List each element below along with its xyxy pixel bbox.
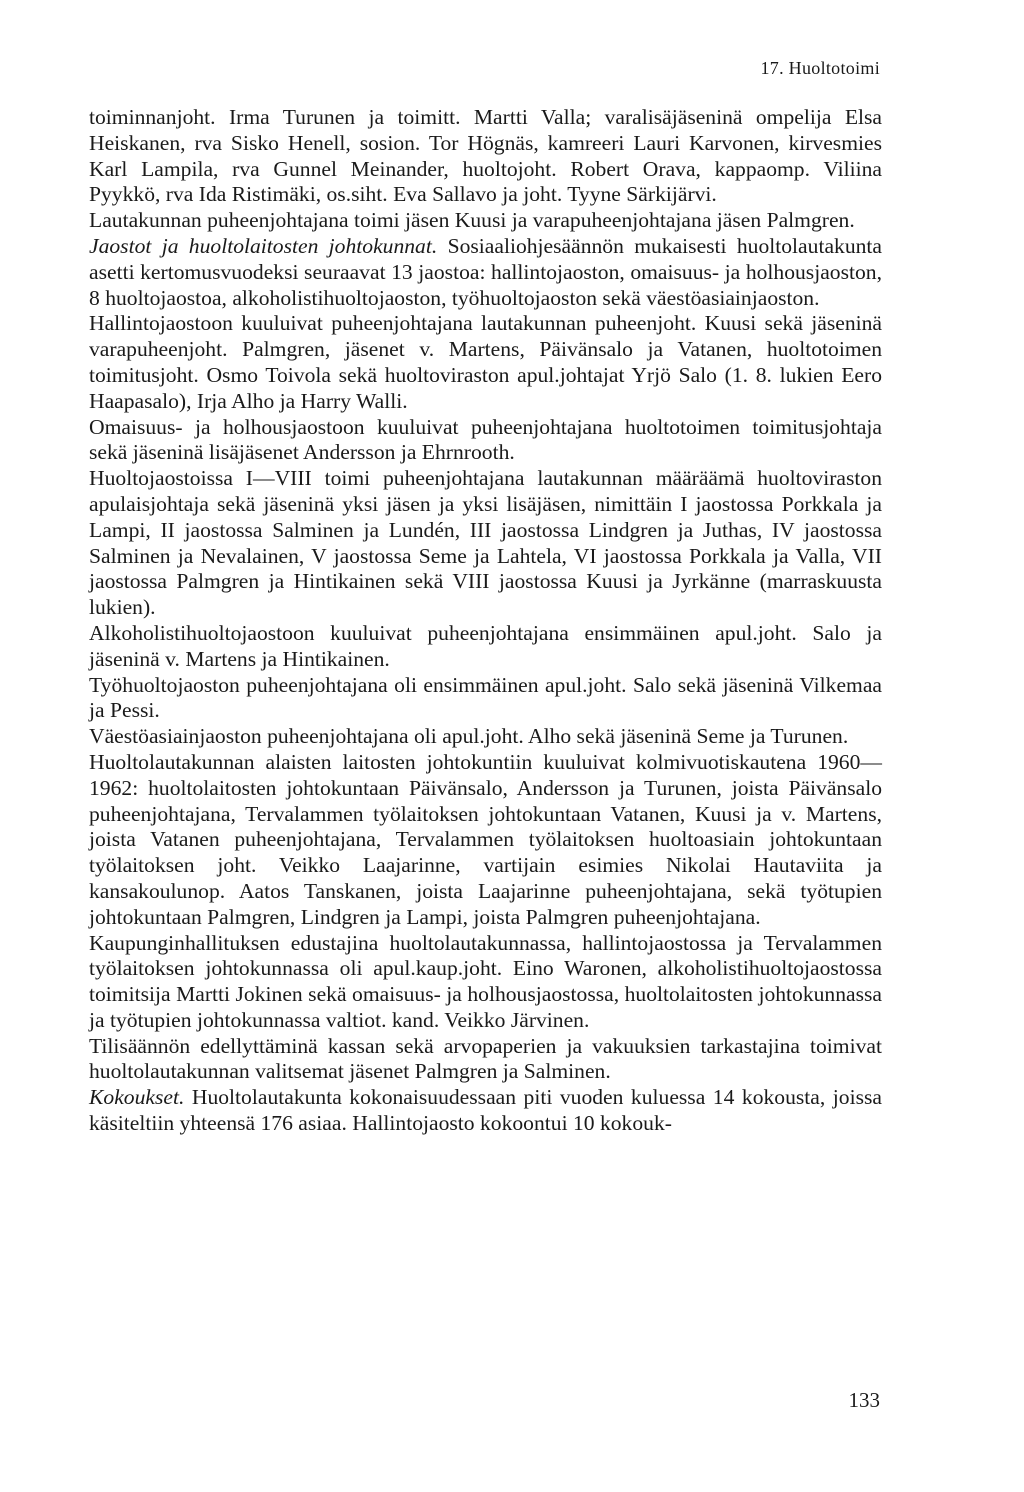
paragraph-8 bbox=[89, 673, 882, 725]
paragraph-1 bbox=[89, 105, 882, 208]
paragraph-11 bbox=[89, 931, 882, 1034]
paragraph-5 bbox=[89, 415, 882, 467]
paragraph-text: Alkoholistihuoltojaostoon kuuluivat puheenjohtajana ensimmäinen apul.joht. Salo ja jäseninä v. Martens ja Hintikainen. bbox=[89, 620, 882, 671]
paragraph-text: Omaisuus- ja holhousjaostoon kuuluivat puheenjohtajana huoltotoimen toimitusjohtaja sekä jäseninä lisäjäsenet Andersson ja Ehrnrooth. bbox=[89, 414, 882, 465]
paragraph-10 bbox=[89, 750, 882, 931]
paragraph-text: Lautakunnan puheenjohtajana toimi jäsen Kuusi ja varapuheenjohtajana jäsen Palmgren. bbox=[89, 208, 855, 233]
paragraph-text: Kaupunginhallituksen edustajina huoltolautakunnassa, hallintojaostossa ja Tervalammen työlaitoksen johtokunnassa oli apul.kaup.joht. Eino Waronen, alkoholistihuoltojaostossa toimitsija Martti Jokinen sekä omaisuus- ja holhousjaostossa, huoltolaitosten johtokunnassa ja työtupien johtokunnassa valtiot. kand. Veikko Järvinen. bbox=[89, 930, 882, 1032]
paragraph-6 bbox=[89, 466, 882, 621]
running-head: 17. Huoltotoimi bbox=[760, 58, 880, 78]
body-text bbox=[89, 105, 882, 1137]
paragraph-13 bbox=[89, 1085, 882, 1137]
page-number: 133 bbox=[848, 1388, 880, 1412]
paragraph-text: Hallintojaostoon kuuluivat puheenjohtajana lautakunnan puheenjoht. Kuusi sekä jäseninä varapuheenjoht. Palmgren, jäsenet v. Martens, Päivänsalo ja Vatanen, huoltotoimen toimitusjoht. Osmo Toivola sekä huoltoviraston apul.johtajat Yrjö Salo (1. 8. lukien Eero Haapasalo), Irja Alho ja Harry Walli. bbox=[89, 311, 882, 413]
paragraph-text: Tilisäännön edellyttäminä kassan sekä arvopaperien ja vakuuksien tarkastajina toimivat huoltolautakunnan valitsemat jäsenet Palmgren ja Salminen. bbox=[89, 1033, 882, 1084]
paragraph-2 bbox=[89, 208, 882, 234]
paragraph-text: Huoltojaostoissa I—VIII toimi puheenjohtajana lautakunnan määräämä huoltoviraston apulaisjohtaja sekä jäseninä yksi jäsen ja yksi lisäjäsen, nimittäin I jaostossa Porkkala ja Lampi, II jaostossa Salminen ja Lundén, III jaostossa Lindgren ja Juthas, IV jaostossa Salminen ja Nevalainen, V jaostossa Seme ja Lahtela, VI jaostossa Porkkala ja Valla, VII jaostossa Palmgren ja Hintikainen sekä VIII jaostossa Kuusi ja Jyrkänne (marraskuusta lukien). bbox=[89, 466, 882, 620]
section-lead-kokoukset: Kokoukset. bbox=[89, 1085, 185, 1110]
paragraph-3 bbox=[89, 234, 882, 311]
paragraph-text: Sosiaaliohjesäännön mukaisesti huoltolautakunta asetti kertomusvuodeksi seuraavat 13 jaostoa: hallintojaoston, omaisuus- ja holhousjaoston, 8 huoltojaostoa, alkoholistihuoltojaoston, työhuoltojaoston sekä väestöasiainjaoston. bbox=[89, 233, 882, 310]
paragraph-9 bbox=[89, 724, 882, 750]
paragraph-text: toiminnanjoht. Irma Turunen ja toimitt. Martti Valla; varalisäjäseninä ompelija Elsa Heiskanen, rva Sisko Henell, sosion. Tor Högnäs, kamreeri Lauri Karvonen, kirvesmies Karl Lampila, rva Gunnel Meinander, huoltojoht. Robert Orava, kappaomp. Viliina Pyykkö, rva Ida Ristimäki, os.siht. Eva Sallavo ja joht. Tyyne Särkijärvi. bbox=[89, 105, 882, 207]
paragraph-text: Huoltolautakunta kokonaisuudessaan piti vuoden kuluessa 14 kokousta, joissa käsiteltiin yhteensä 176 asiaa. Hallintojaosto kokoontui 10 kokouk- bbox=[89, 1085, 882, 1136]
paragraph-text: Huoltolautakunnan alaisten laitosten johtokuntiin kuuluivat kolmivuotiskautena 1960—1962: huoltolaitosten johtokuntaan Päivänsalo, Andersson ja Turunen, joista Päivänsalo puheenjohtajana, Tervalammen työlaitoksen johtokuntaan Vatanen, Kuusi ja v. Martens, joista Vatanen puheenjohtajana, Tervalammen työlaitoksen huoltoasiain johtokuntaan työlaitoksen joht. Veikko Laajarinne, vartijain esimies Nikolai Hautaviita ja kansakoulunop. Aatos Tanskanen, joista Laajarinne puheenjohtajana, sekä työtupien johtokuntaan Palmgren, Lindgren ja Lampi, joista Palmgren puheenjohtajana. bbox=[89, 749, 882, 929]
paragraph-7 bbox=[89, 621, 882, 673]
paragraph-text: Työhuoltojaoston puheenjohtajana oli ensimmäinen apul.joht. Salo sekä jäseninä Vilkemaa ja Pessi. bbox=[89, 672, 882, 723]
paragraph-12 bbox=[89, 1034, 882, 1086]
section-lead-jaostot: Jaostot ja huoltolaitosten johtokunnat. bbox=[89, 233, 438, 258]
paragraph-4 bbox=[89, 311, 882, 414]
paragraph-text: Väestöasiainjaoston puheenjohtajana oli apul.joht. Alho sekä jäseninä Seme ja Turunen. bbox=[89, 724, 849, 749]
